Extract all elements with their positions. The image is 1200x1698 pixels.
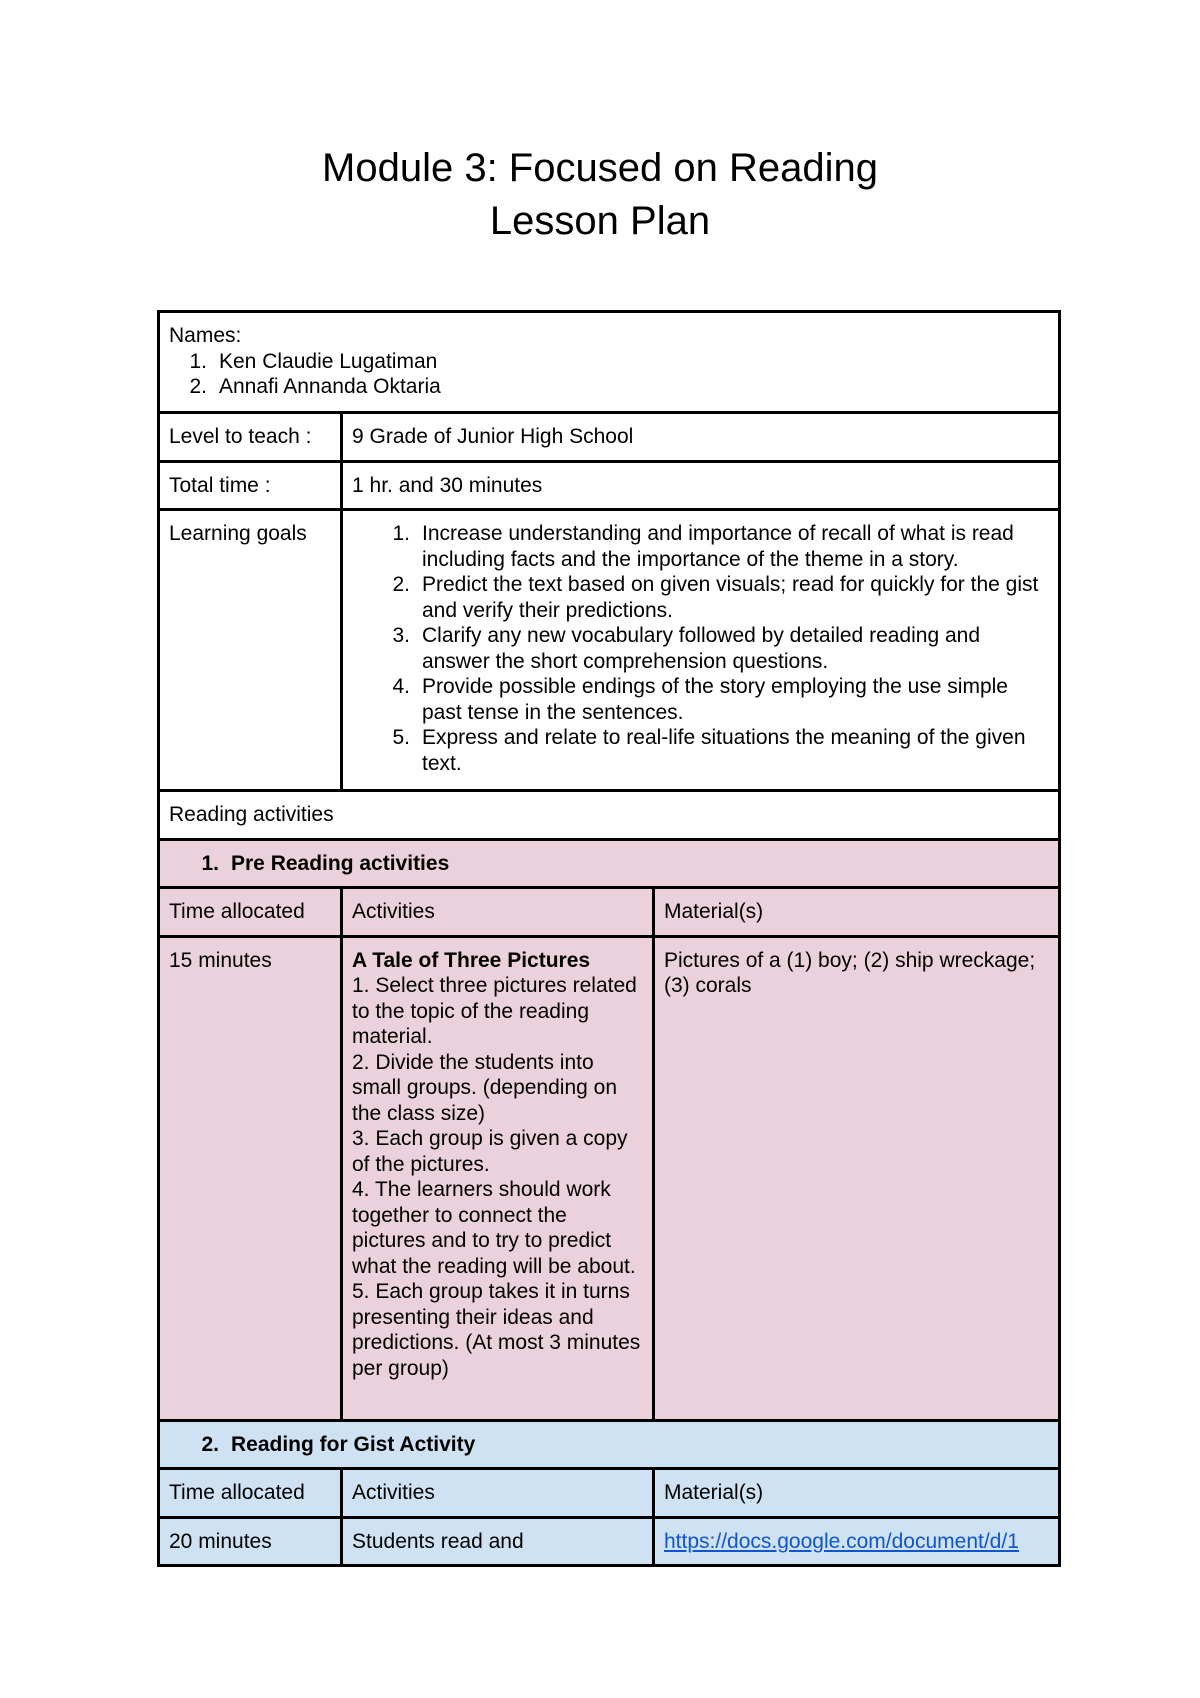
goal-number: 4. (392, 675, 410, 698)
reading-activities-row (159, 791, 1060, 840)
activity-step: 1. Select three pictures related to the topic of the reading material. (352, 974, 637, 1048)
pre-reading-columns-row (159, 888, 1060, 937)
goal-number: 5. (392, 726, 410, 749)
activity-step: 4. The learners should work together to connect the pictures and to try to predict what the reading will be about. (352, 1178, 636, 1278)
total-time-value: 1 hr. and 30 minutes (342, 461, 1060, 510)
gist-materials-link[interactable]: https://docs.google.com/document/d/1 (664, 1529, 1019, 1553)
goal-item (352, 623, 1049, 674)
name-text: Ken Claudie Lugatiman (219, 349, 438, 373)
goal-text: Predict the text based on given visuals; read for quickly for the gist and verify their predictions. (422, 573, 1039, 622)
goal-text: Increase understanding and importance of recall of what is read including facts and the importance of the theme in a story. (422, 522, 1014, 571)
goal-number: 2. (392, 573, 410, 596)
gist-heading (159, 1420, 1060, 1469)
reading-activities-label: Reading activities (159, 791, 1060, 840)
activity-step: 3. Each group is given a copy of the pictures. (352, 1127, 628, 1176)
document-title (0, 142, 1200, 248)
gist-col-time: Time allocated (159, 1469, 342, 1518)
title-line-2: Lesson Plan (489, 199, 711, 243)
gist-activity: Students read and (342, 1517, 654, 1566)
pre-reading-content-row (159, 936, 1060, 1420)
names-row (159, 312, 1060, 413)
activity-step: 2. Divide the students into small groups. (depending on the class size) (352, 1050, 618, 1125)
lesson-plan-table (157, 310, 1061, 1567)
goal-text: Clarify any new vocabulary followed by detailed reading and answer the short comprehension questions. (422, 624, 980, 673)
name-item (169, 374, 1049, 400)
pre-reading-heading-row (159, 839, 1060, 888)
name-number: 1. (189, 349, 207, 373)
goal-text: Express and relate to real-life situations the meaning of the given text. (422, 726, 1026, 775)
goal-item (352, 674, 1049, 725)
gist-col-activities: Activities (342, 1469, 654, 1518)
gist-number: 2. (201, 1432, 219, 1456)
gist-time: 20 minutes (159, 1517, 342, 1566)
goal-item (352, 572, 1049, 623)
goal-item (352, 521, 1049, 572)
total-time-row (159, 461, 1060, 510)
activity-step: 5. Each group takes it in turns presenting their ideas and predictions. (At most 3 minutes per group) (352, 1280, 641, 1380)
title-line-1: Module 3: Focused on Reading (322, 146, 878, 190)
pre-reading-col-materials: Material(s) (654, 888, 1060, 937)
gist-title: Reading for Gist Activity (231, 1432, 476, 1456)
learning-goals-label: Learning goals (159, 510, 342, 791)
goal-number: 1. (392, 522, 410, 545)
learning-goals-row (159, 510, 1060, 791)
name-number: 2. (189, 375, 207, 398)
names-label: Names: (169, 324, 242, 347)
activity-title: A Tale of Three Pictures (352, 948, 591, 972)
pre-reading-heading (159, 839, 1060, 888)
pre-reading-title: Pre Reading activities (231, 851, 450, 875)
gist-materials-cell (654, 1517, 1060, 1566)
learning-goals-cell (342, 510, 1060, 791)
goal-text: Provide possible endings of the story employing the use simple past tense in the sentences. (422, 675, 1008, 724)
names-list (169, 349, 1049, 400)
level-value: 9 Grade of Junior High School (342, 413, 1060, 462)
names-cell (159, 312, 1060, 413)
name-item (169, 349, 1049, 375)
total-time-label: Total time : (159, 461, 342, 510)
learning-goals-list (352, 521, 1049, 776)
pre-reading-number: 1. (201, 851, 219, 875)
gist-heading-row (159, 1420, 1060, 1469)
goal-item (352, 725, 1049, 776)
gist-columns-row (159, 1469, 1060, 1518)
level-row (159, 413, 1060, 462)
pre-reading-col-activities: Activities (342, 888, 654, 937)
pre-reading-time: 15 minutes (159, 936, 342, 1420)
name-text: Annafi Annanda Oktaria (219, 375, 441, 398)
pre-reading-materials: Pictures of a (1) boy; (2) ship wreckage; (3) corals (654, 936, 1060, 1420)
gist-content-row (159, 1517, 1060, 1566)
pre-reading-activities (342, 936, 654, 1420)
level-label: Level to teach : (159, 413, 342, 462)
goal-number: 3. (392, 624, 410, 647)
pre-reading-col-time: Time allocated (159, 888, 342, 937)
gist-col-materials: Material(s) (654, 1469, 1060, 1518)
